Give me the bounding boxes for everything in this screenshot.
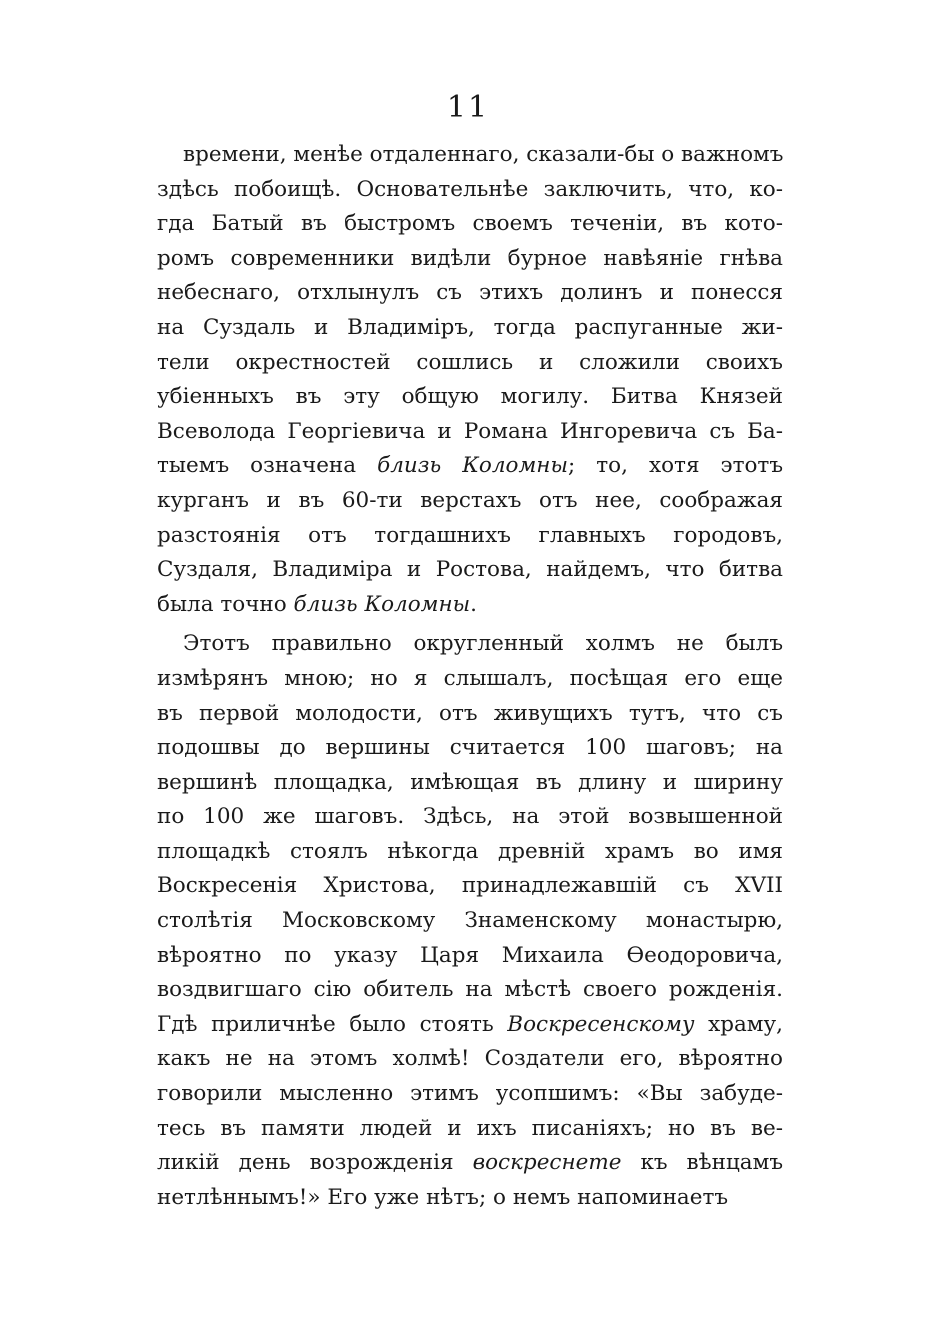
text-line: воздвигшаго сію обитель на мѣстѣ своего рожденія.	[157, 977, 783, 1003]
text-line: курганъ и въ 60-ти верстахъ отъ нее, соображая	[157, 487, 783, 513]
italic-phrase: близь Коломны	[293, 591, 471, 617]
text-line: подошвы до вершины считается 100 шаговъ; на	[157, 735, 783, 761]
text-line: убіенныхъ въ эту общую могилу. Битва Князей	[157, 384, 783, 410]
text-segment: Гдѣ приличнѣе было стоять	[157, 1011, 508, 1037]
italic-phrase: воскреснете	[472, 1150, 622, 1176]
text-line: тесь въ памяти людей и ихъ писаніяхъ; но въ ве-	[157, 1115, 783, 1141]
page-number: 11	[446, 90, 490, 125]
text-line: гда Батый въ быстромъ своемъ теченіи, въ кото-	[157, 211, 783, 237]
text-line	[157, 588, 783, 623]
text-line: вершинѣ площадка, имѣющая въ длину и ширину	[157, 769, 783, 795]
italic-phrase: Воскресенскому	[507, 1011, 695, 1037]
text-line: разстоянія отъ тогдашнихъ главныхъ городовъ,	[157, 522, 783, 548]
text-line: времени, менѣе отдаленнаго, сказали-бы о важномъ	[183, 142, 783, 167]
text-line	[157, 449, 783, 484]
text-line: вѣроятно по указу Царя Михаила Ѳеодоровича,	[157, 942, 783, 968]
text-line: ромъ современники видѣли бурное навѣяніе гнѣва	[157, 245, 783, 271]
text-line: Всеволода Георгіевича и Романа Ингоревича съ Ба-	[157, 418, 783, 444]
text-segment: къ вѣнцамъ	[621, 1150, 783, 1176]
text-line: по 100 же шаговъ. Здѣсь, на этой возвышенной	[157, 804, 783, 830]
text-segment: храму,	[694, 1011, 783, 1037]
text-segment: ликій день возрожденія	[157, 1150, 473, 1176]
text-line	[157, 1146, 783, 1181]
text-line	[157, 1008, 783, 1043]
text-line: Воскресенія Христова, принадлежавшій съ XVII	[157, 873, 783, 899]
text-line: въ первой молодости, отъ живущихъ тутъ, что съ	[157, 700, 783, 726]
text-line: нетлѣннымъ!» Его уже нѣтъ; о немъ напоминаетъ	[157, 1184, 729, 1210]
text-segment: тыемъ означена	[157, 453, 378, 479]
text-line: Этотъ правильно округленный холмъ не былъ	[183, 631, 783, 657]
text-segment: ; то, хотя этотъ	[567, 453, 783, 479]
body-text	[157, 138, 783, 1215]
text-segment: .	[470, 591, 478, 617]
text-line: на Суздаль и Владиміръ, тогда распуганные жи-	[157, 314, 783, 340]
italic-phrase: близь Коломны	[377, 453, 568, 479]
text-line: столѣтія Московскому Знаменскому монастырю,	[157, 908, 783, 934]
text-line: измѣрянъ мною; но я слышалъ, посѣщая его еще	[157, 665, 783, 691]
text-line: здѣсь побоищѣ. Основательнѣе заключить, что, ко-	[157, 176, 783, 202]
text-line: тели окрестностей сошлись и сложили своихъ	[157, 349, 783, 375]
text-line: небеснаго, отхлынулъ съ этихъ долинъ и понесся	[157, 280, 783, 306]
text-line: говорили мысленно этимъ усопшимъ: «Вы забуде-	[157, 1081, 783, 1107]
text-line: какъ не на этомъ холмѣ! Создатели его, вѣроятно	[157, 1046, 783, 1072]
paragraph	[157, 138, 783, 622]
text-line: площадкѣ стоялъ нѣкогда древній храмъ во имя	[157, 838, 783, 864]
paragraph	[157, 627, 783, 1215]
text-line: Суздаля, Владиміра и Ростова, найдемъ, что битва	[157, 557, 783, 583]
text-segment: была точно	[157, 591, 294, 617]
